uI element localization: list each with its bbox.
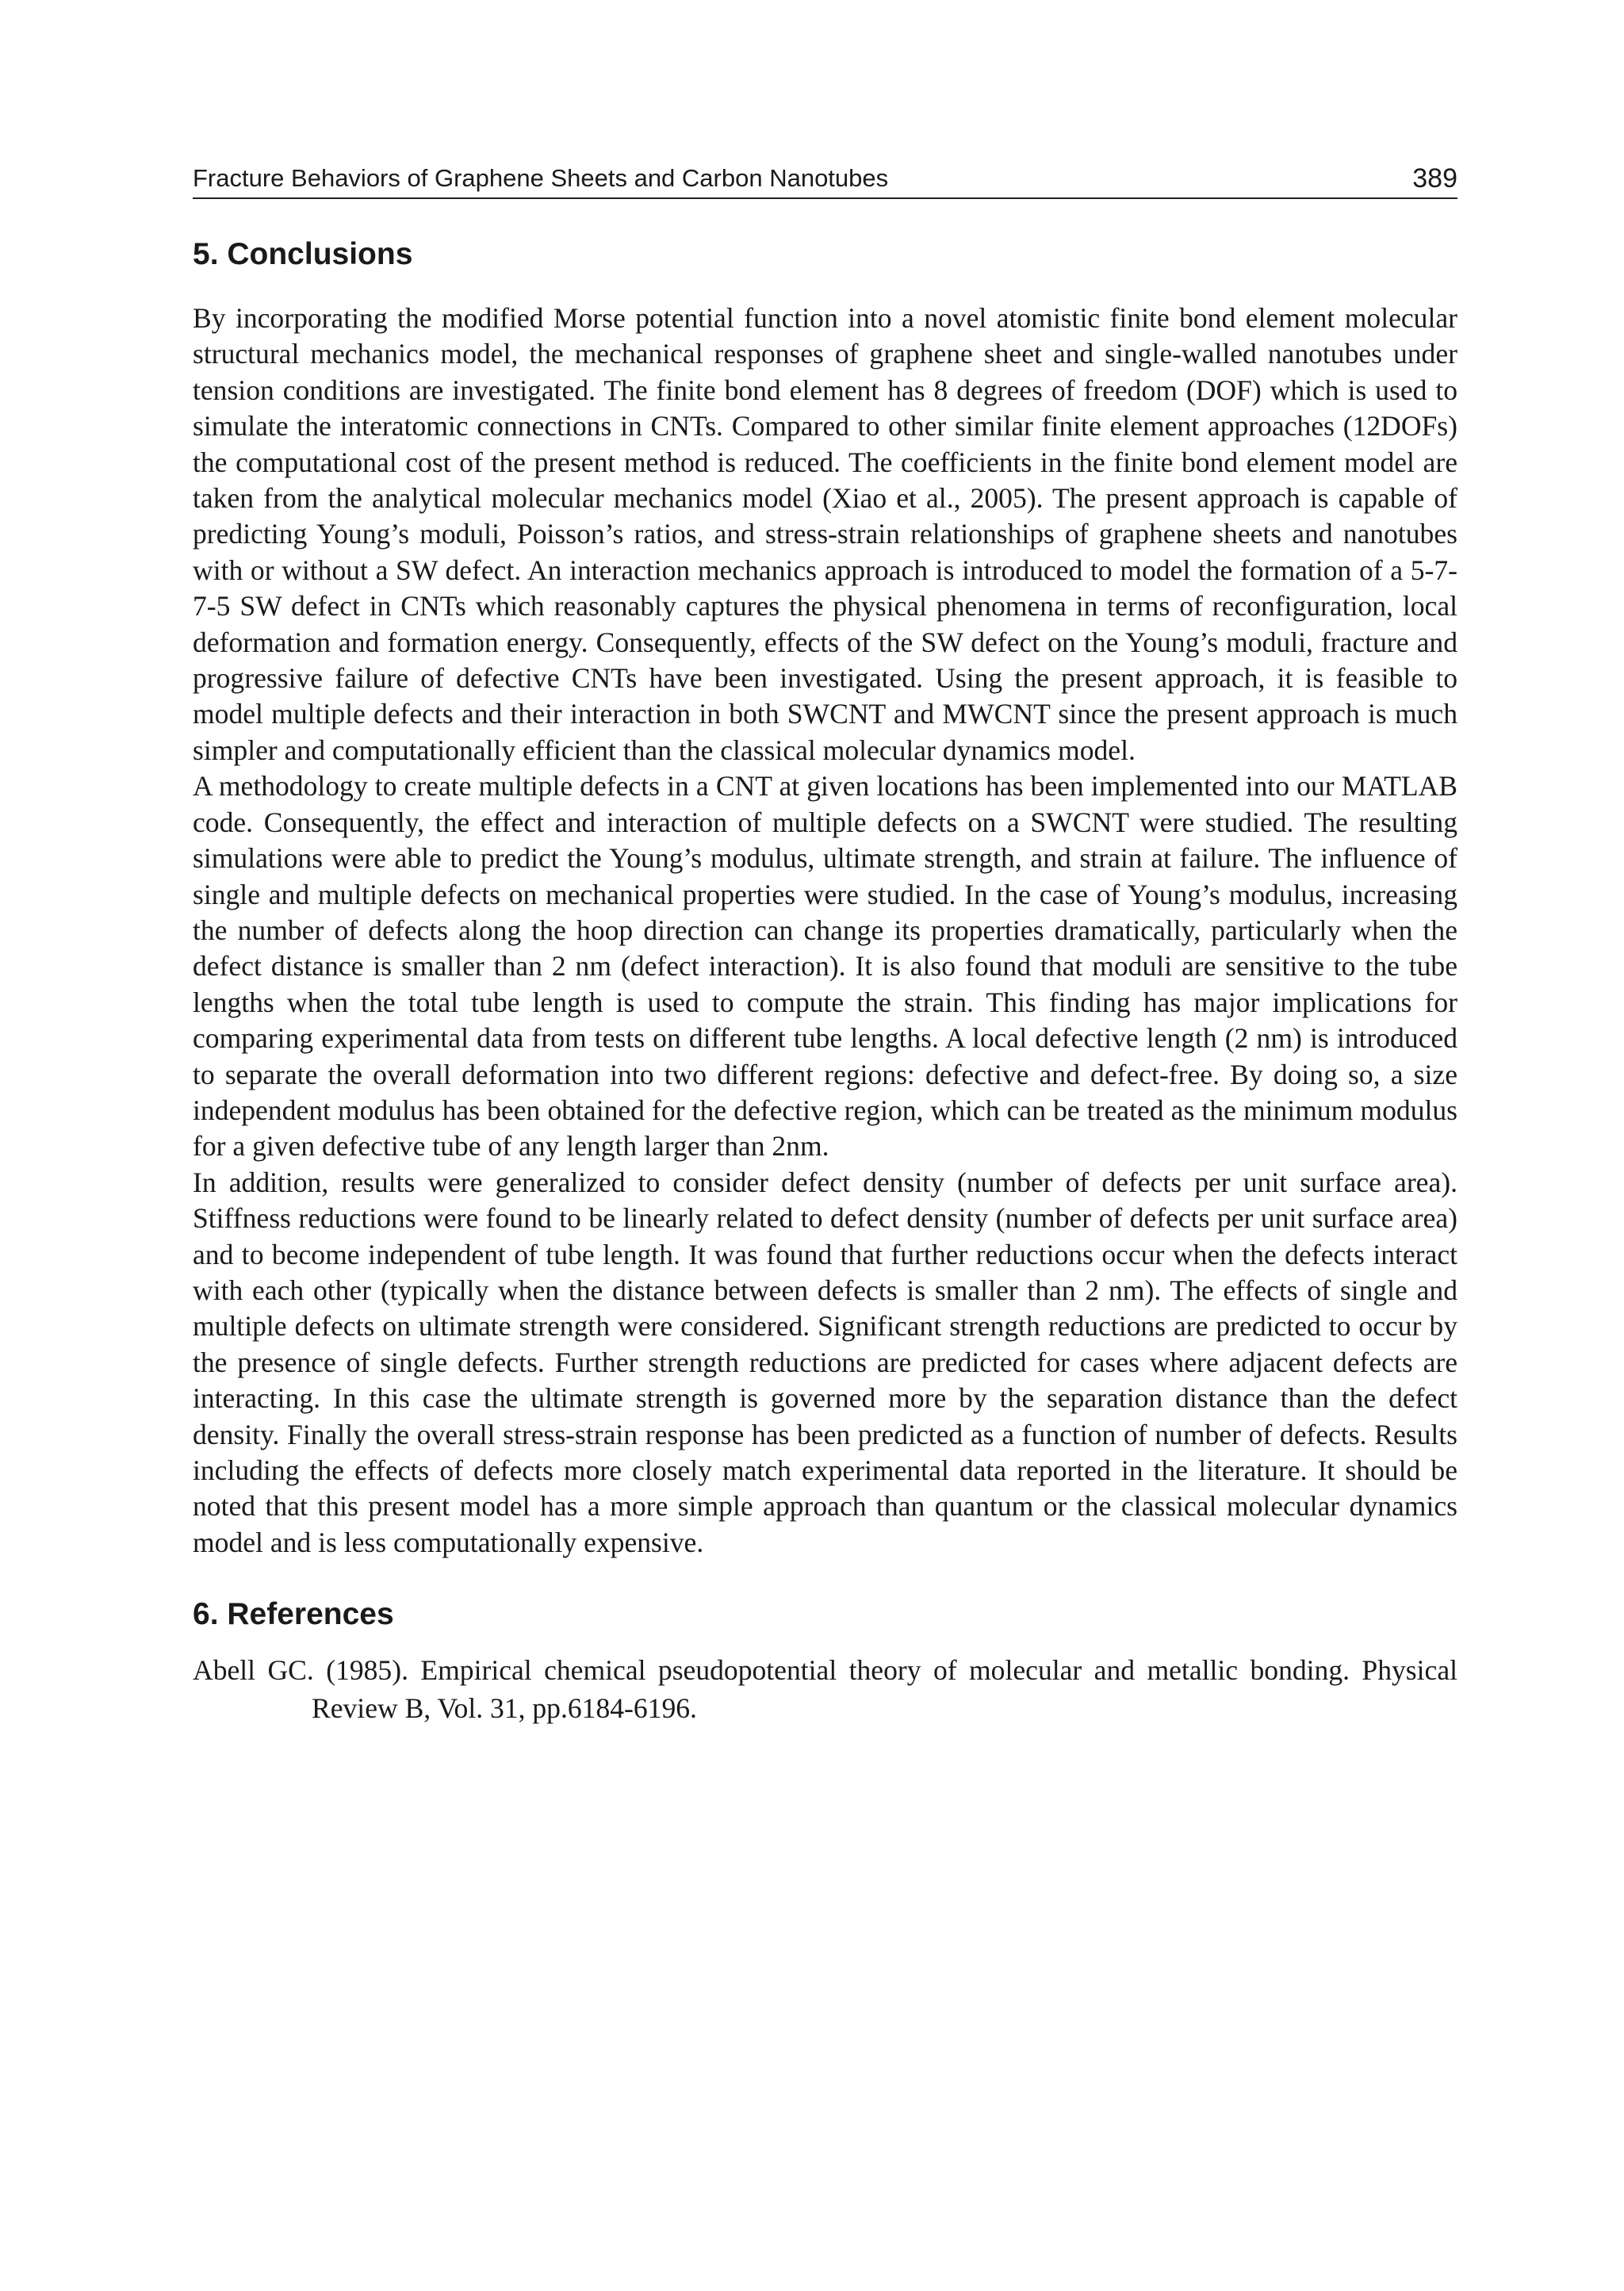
conclusions-paragraph-1: By incorporating the modified Morse potential function into a novel atomistic finite bond element molecular structural mechanics model, the mechanical responses of graphene sheet and single-walled nanotubes under tension conditions are investigated. The finite bond element has 8 degrees of freedom (DOF) which is used to simulate the interatomic connections in CNTs. Compared to other similar finite element approaches (12DOFs) the computational cost of the present method is reduced. The coefficients in the finite bond element model are taken from the analytical molecular mechanics model (Xiao et al., 2005). The present approach is capable of predicting Young’s moduli, Poisson’s ratios, and stress-strain relationships of graphene sheets and nanotubes with or without a SW defect. An interaction mechanics approach is introduced to model the formation of a 5-7-7-5 SW defect in CNTs which reasonably captures the physical phenomena in terms of reconfiguration, local deformation and formation energy. Consequently, effects of the SW defect on the Young’s moduli, fracture and progressive failure of defective CNTs have been investigated. Using the present approach, it is feasible to model multiple defects and their interaction in both SWCNT and MWCNT since the present approach is much simpler and computationally efficient than the classical molecular dynamics model. [193, 302, 1457, 766]
section-heading-references: 6. References [193, 1597, 394, 1632]
running-header [193, 163, 1457, 199]
conclusions-paragraph-2: A methodology to create multiple defects in a CNT at given locations has been implemented into our MATLAB code. Consequently, the effect and interaction of multiple defects on a SWCNT were studied. The resulting simulations were able to predict the Young’s modulus, ultimate strength, and strain at failure. The influence of single and multiple defects on mechanical properties were studied. In the case of Young’s modulus, increasing the number of defects along the hoop direction can change its properties dramatically, particularly when the defect distance is smaller than 2 nm (defect interaction). It is also found that moduli are sensitive to the tube lengths when the total tube length is used to compute the strain. This finding has major implications for comparing experimental data from tests on different tube lengths. A local defective length (2 nm) is introduced to separate the overall deformation into two different regions: defective and defect-free. By doing so, a size independent modulus has been obtained for the defective region, which can be treated as the minimum modulus for a given defective tube of any length larger than 2nm. [193, 770, 1457, 1163]
page [193, 163, 1457, 1727]
running-title: Fracture Behaviors of Graphene Sheets and Carbon Nanotubes [193, 164, 889, 192]
reference-entry: Abell GC. (1985). Empirical chemical pseudopotential theory of molecular and metallic bonding. Physical Review B, Vol. 31, pp.6184-6196. [193, 1654, 1457, 1725]
conclusions-paragraph-3: In addition, results were generalized to consider defect density (number of defects per unit surface area). Stiffness reductions were found to be linearly related to defect density (number of defects per unit surface area) and to become independent of tube length. It was found that further reductions occur when the defects interact with each other (typically when the distance between defects is smaller than 2 nm). The effects of single and multiple defects on ultimate strength were considered. Significant strength reductions are predicted to occur by the presence of single defects. Further strength reductions are predicted for cases where adjacent defects are interacting. In this case the ultimate strength is governed more by the separation distance than the defect density. Finally the overall stress-strain response has been predicted as a function of number of defects. Results including the effects of defects more closely match experimental data reported in the literature. It should be noted that this present model has a more simple approach than quantum or the classical molecular dynamics model and is less computationally expensive. [193, 1166, 1457, 1558]
section-heading-conclusions: 5. Conclusions [193, 237, 413, 271]
page-number: 389 [1412, 163, 1457, 193]
